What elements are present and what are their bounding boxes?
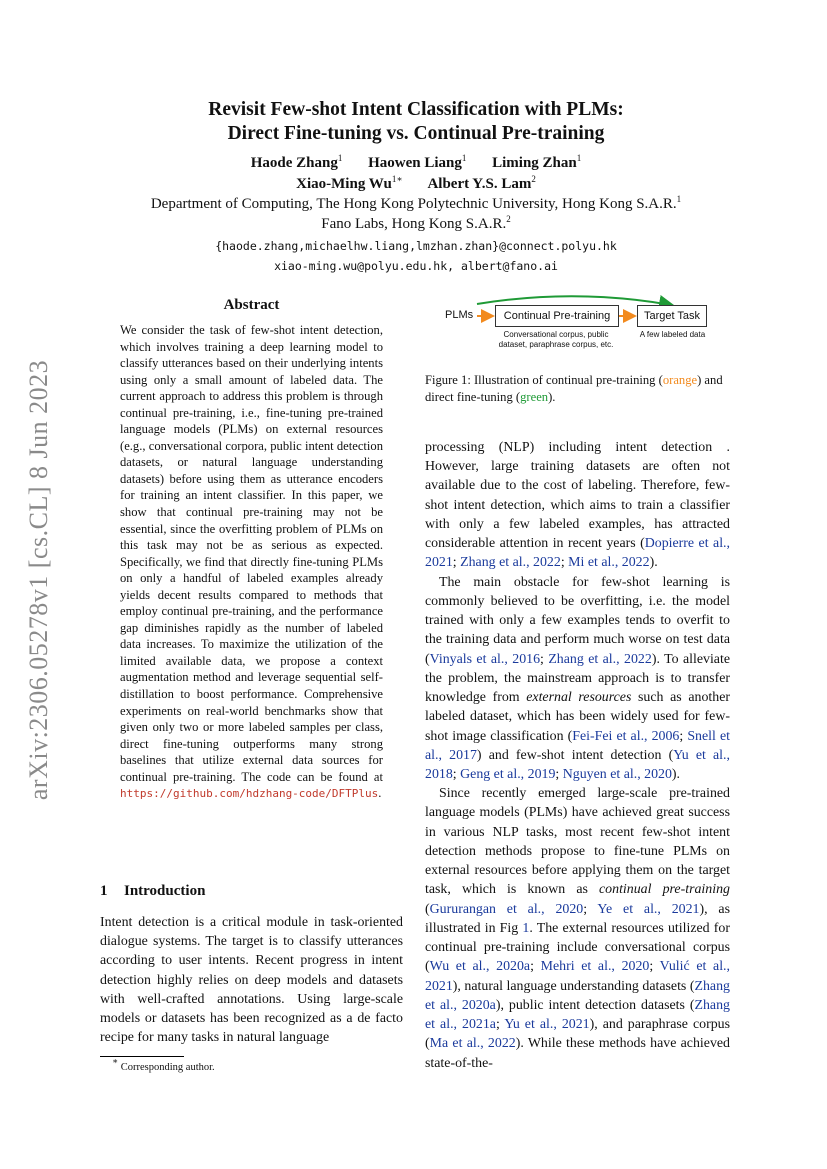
email-line: xiao-ming.wu@polyu.edu.hk, albert@fano.ai	[274, 259, 558, 273]
email-list	[100, 236, 732, 276]
paragraph: Since recently emerged large-scale pre-trained language models (PLMs) have achieved great success in various NLP tasks, most recent few-shot intent detection methods propose to fine-tune PLMs on external resources before applying them on the target task, which is known as continual pre-training (Gururangan et al., 2020; Ye et al., 2021), as illustrated in Fig 1. The external resources utilized for continual pre-training include conversational corpus (Wu et al., 2020a; Mehri et al., 2020; Vulić et al., 2021), natural language understanding datasets (Zhang et al., 2020a), public intent detection datasets (Zhang et al., 2021a; Yu et al., 2021), and paraphrase corpus (Ma et al., 2022). While these methods have achieved state-of-the-	[425, 786, 730, 1071]
figure-caption: Figure 1: Illustration of continual pre-training (orange) and direct fine-tuning (green).	[425, 373, 723, 404]
author: Haowen Liang$^1$	[368, 153, 467, 171]
citation-link[interactable]: Gururangan et al., 2020	[429, 901, 584, 917]
paper-title	[100, 98, 732, 146]
citation-link[interactable]: Yu et al., 2018	[425, 747, 730, 782]
section-heading: 1 Introduction	[100, 883, 206, 899]
citation-link[interactable]: Yu et al., 2021	[504, 1017, 590, 1033]
code-link[interactable]: https://github.com/hdzhang-code/DFTPlus	[120, 787, 379, 801]
figure-1	[425, 290, 730, 360]
citation-link[interactable]: Mi et al., 2022	[568, 555, 650, 571]
affiliation: Department of Computing, The Hong Kong Polytechnic University, Hong Kong S.A.R.$^1$	[150, 194, 682, 212]
arxiv-id: arXiv:2306.05278v1 [cs.CL] 8 Jun 2023	[24, 359, 53, 801]
cpt-sources-label: Conversational corpus, public dataset, paraphrase corpus, etc.	[498, 330, 614, 349]
labeled-data-label: A few labeled data	[639, 330, 706, 339]
paragraph: processing (NLP) including intent detection . However, large training datasets are often not available due to the cost of labeling. Therefore, few-shot intent detection, which aims to train a classifier with only a few labeled examples, has attracted considerable attention in recent years (Dopierre et al., 2021; Zhang et al., 2022; Mi et al., 2022).	[425, 440, 730, 571]
abstract-heading: Abstract	[223, 297, 280, 313]
author: Albert Y.S. Lam$^2$	[427, 174, 536, 192]
citation-link[interactable]: Dopierre et al., 2021	[425, 536, 730, 571]
citation-link[interactable]: Snell et al., 2017	[425, 728, 730, 763]
paragraph: The main obstacle for few-shot learning is commonly believed to be overfitting, i.e. the model trained with only a few examples tends to overfit to the training data and perform much worse on test data (Vinyals et al., 2016; Zhang et al., 2022). To alleviate the problem, the mainstream approach is to transfer knowledge from external resources such as another labeled dataset, which has been widely used for few-shot image classification (Fei-Fei et al., 2006; Snell et al., 2017) and few-shot intent detection (Yu et al., 2018; Geng et al., 2019; Nguyen et al., 2020).	[425, 574, 730, 782]
citation-link[interactable]: Vulić et al., 2021	[425, 959, 730, 994]
citation-link[interactable]: Zhang et al., 2020a	[425, 978, 730, 1013]
target-task-box: Target Task	[637, 305, 707, 327]
author: Xiao-Ming $Wu^{1∗}$	[296, 174, 403, 192]
citation-link[interactable]: Zhang et al., 2022	[460, 555, 561, 571]
intro-text: Intent detection is a critical module in task-oriented dialogue systems. The target is to classify utterances according to user intents. Recent progress in intent detection highly relies on deep models and datasets with well-crafted annotations. Using large-scale models or datasets has been recognized as a de facto recipe for many tasks in natural language	[100, 915, 403, 1046]
citation-link[interactable]: Mehri et al., 2020	[540, 959, 650, 975]
citation-link[interactable]: Fei-Fei et al., 2006	[572, 728, 680, 744]
right-column-text	[425, 438, 730, 1073]
email-line: {haode.zhang,michaelhw.liang,lmzhan.zhan}@connect.polyu.hk	[215, 239, 617, 253]
title-line-2: Direct Fine-tuning vs. Continual Pre-training	[227, 123, 605, 144]
footnote: ∗ Corresponding author.	[112, 1056, 215, 1073]
citation-link[interactable]: Zhang et al., 2022	[548, 651, 652, 667]
title-line-1: Revisit Few-shot Intent Classification with PLMs:	[208, 99, 624, 120]
citation-link[interactable]: Wu et al., 2020a	[429, 959, 531, 975]
direct-finetune-arrow	[477, 296, 671, 305]
abstract-body: We consider the task of few-shot intent detection, which involves training a deep learning model to classify utterances based on their underlying intents using only a small amount of labeled data. The current approach to address this problem is through continual pre-training, i.e., fine-tuning pre-trained language models (PLMs) on external resources (e.g., conversational corpora, public intent detection datasets, or natural language understanding datasets) before using them as utterance encoders for training an intent classifier. In this paper, we show that continual pre-training may not be essential, since the overfitting problem of PLMs on this task may not be as serious as expected. Specifically, we find that directly fine-tuning PLMs on only a handful of labeled examples already yields decent results compared to methods that employ continual pre-training, and the performance gap diminishes rapidly as the number of labeled data increases. To maximize the utilization of the limited available data, we propose a context augmentation method and leverage sequential self-distillation to boost performance. Comprehensive experiments on real-world benchmarks show that given only two or more labeled samples per class, direct fine-tuning outperforms many strong baselines that utilize external data sources for continual pre-training. The code can be found at https://github.com/hdzhang-code/DFTPlus.	[120, 323, 383, 801]
citation-link[interactable]: Nguyen et al., 2020	[562, 766, 672, 782]
author: Liming Zhan$^1$	[492, 153, 582, 171]
citation-link[interactable]: Ma et al., 2022	[429, 1036, 516, 1052]
author: Haode Zhang$^1$	[250, 153, 343, 171]
figure-ref-link[interactable]: 1	[522, 920, 530, 936]
arxiv-watermark	[14, 300, 64, 860]
citation-link[interactable]: Vinyals et al., 2016	[429, 651, 541, 667]
continual-pretraining-box: Continual Pre-training	[495, 305, 619, 327]
citation-link[interactable]: Ye et al., 2021	[597, 901, 700, 917]
plms-label: PLMs	[445, 309, 474, 321]
affiliations	[100, 194, 732, 234]
affiliation: Fano Labs, Hong Kong S.A.R.$^2$	[321, 214, 511, 232]
citation-link[interactable]: Geng et al., 2019	[460, 766, 556, 782]
author-list	[100, 153, 732, 195]
citation-link[interactable]: Zhang et al., 2021a	[425, 997, 730, 1033]
